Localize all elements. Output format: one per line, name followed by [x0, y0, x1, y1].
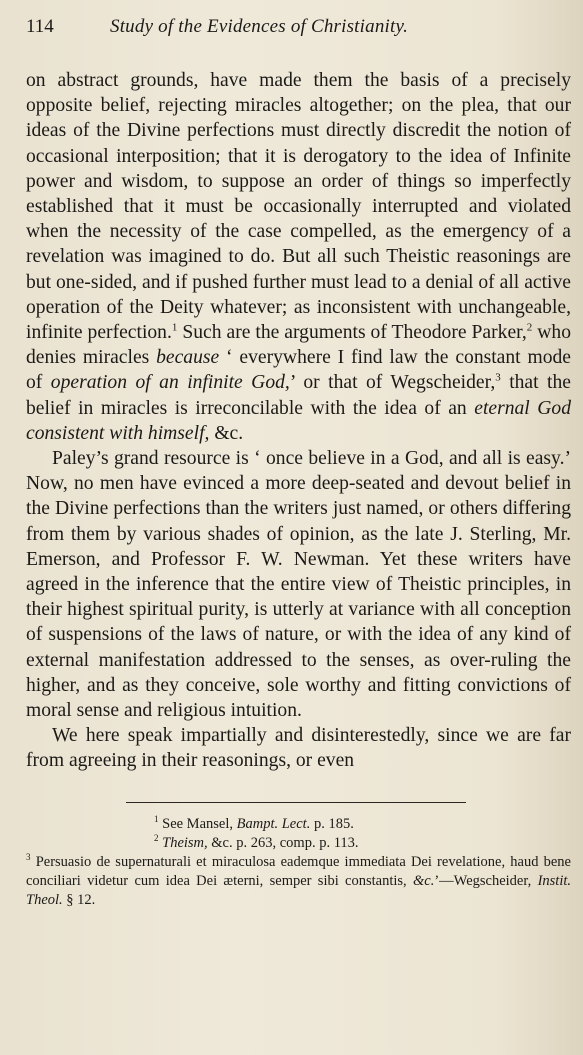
footnote-1-italic: Bampt. Lect.	[236, 815, 311, 832]
footnote-ref-1: 1	[171, 321, 178, 334]
footnote-1-mark: 1	[154, 813, 159, 824]
footnote-3-mark: 3	[26, 851, 31, 862]
p1-text-b: Such are the arguments of Theodore Parker,	[177, 322, 527, 344]
footnote-2-italic: Theism,	[162, 834, 208, 851]
main-text	[26, 68, 571, 774]
page-number: 114	[26, 16, 54, 37]
paragraph-1	[26, 68, 571, 446]
footnotes	[26, 815, 571, 910]
footnote-1-text-a: See Mansel,	[162, 815, 237, 832]
p1-text-e: ’ or that of Wegscheider,	[289, 372, 496, 394]
footnote-2-text-b: &c. p. 263, comp. p. 113.	[207, 834, 359, 851]
footnote-2	[26, 834, 571, 853]
footnote-3-italic-instit: Instit. Theol.	[26, 872, 571, 908]
p1-text-c: who denies miracles	[26, 322, 571, 369]
footnote-1-text-b: p. 185.	[310, 815, 354, 832]
p1-italic-because: because	[156, 347, 220, 369]
footnote-3-text-b: ’—Wegscheider,	[434, 872, 538, 889]
footnote-3-text-c: § 12.	[62, 891, 96, 908]
footnote-ref-3: 3	[495, 371, 501, 384]
p1-text-f: that the belief in miracles is irreconcilable with the idea of an	[26, 372, 571, 419]
p1-italic-eternal-god: eternal God consistent with himself,	[26, 397, 571, 444]
footnote-3	[26, 853, 571, 910]
footnote-3-italic-etc: &c.	[413, 872, 435, 889]
p1-italic-operation: operation of an infinite God,	[50, 372, 290, 394]
p1-text-a: on abstract grounds, have made them the basis of a precisely opposite belief, rejecting miracles altogether; on the plea, that our ideas of the Divine perfections must directly discredit the notion of occasional interposition; that it is derogatory to the idea of Infinite power and wisdom, to suppose an order of things so imperfectly established that it must be occasionally interrupted and violated when the necessity of the case compelled, as the emergency of a revelation was imagined to do. But all such Theistic reasonings are but one-sided, and if pushed further must lead to a denial of all active operation of the Deity whatever; as inconsistent with unchangeable, infinite perfection.	[26, 70, 571, 344]
footnote-divider	[126, 802, 466, 803]
footnote-3-text-a: Persuasio de supernaturali et miraculosa eademque immediata Dei revelatione, haud bene conciliari videtur cum idea Dei æterni, semper sibi constantis,	[26, 853, 571, 889]
p1-text-d: ‘ everywhere I find law the constant mode of	[26, 347, 571, 394]
paragraph-2: Paley’s grand resource is ‘ once believe in a God, and all is easy.’ Now, no men have evinced a more deep-seated and devout belief in the Divine perfections than the writers just named, or others differing from them by various shades of opinion, as the late J. Sterling, Mr. Emerson, and Professor F. W. Newman. Yet these writers have agreed in the inference that the entire view of Theistic principles, in their highest spiritual purity, is utterly at variance with all conception of suspensions of the laws of nature, or with the idea of any kind of external manifestation addressed to the senses, as over-ruling the higher, and as they conceive, sole worthy and fitting convictions of moral sense and religious intuition.	[26, 448, 571, 722]
footnote-ref-2: 2	[526, 321, 533, 334]
running-title: Study of the Evidences of Christianity.	[110, 16, 409, 37]
p1-text-g: &c.	[209, 422, 244, 444]
page-header	[26, 10, 571, 50]
paragraph-3: We here speak impartially and disinterestedly, since we are far from agreeing in their reasonings, or even	[26, 725, 571, 772]
footnote-2-mark: 2	[154, 832, 159, 843]
footnote-1	[26, 815, 571, 834]
